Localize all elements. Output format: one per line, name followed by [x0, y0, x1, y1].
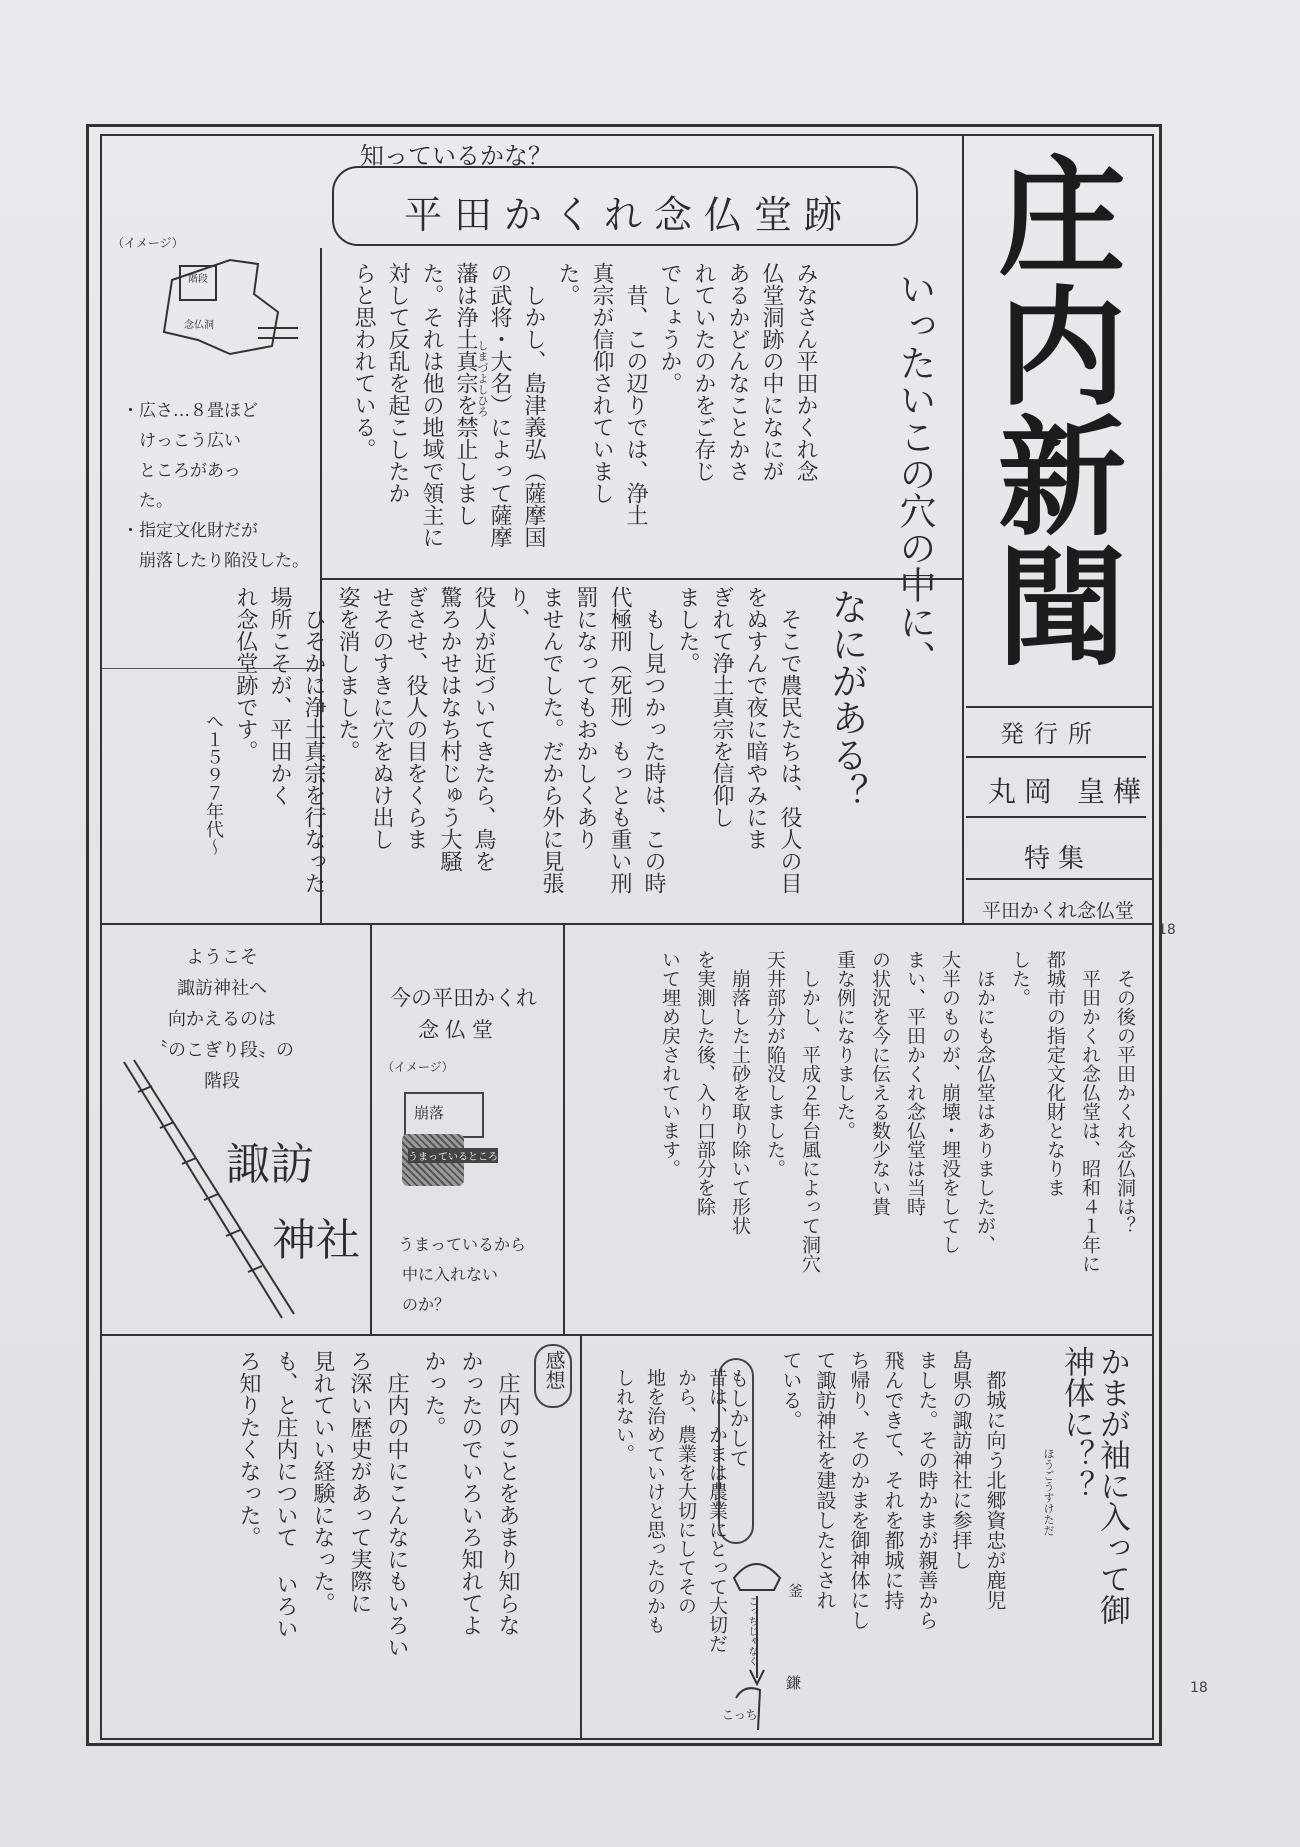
kama-heading-1: かまが袖に入って御	[1094, 1346, 1130, 1625]
article-upper-ruby: しまづよしひろ	[476, 340, 489, 417]
kama-article-text: 都城に向う北郷資忠が鹿児 島県の諏訪神社に参拝し ました。その時かまが親善から 飛んできて、それを都城に持 ち帰り、そのかまを御神体にし て諏訪神社を建設したとされ ている。	[779, 1350, 1007, 1630]
feature-topic: 平田かくれ念仏堂	[982, 900, 1135, 922]
now-title-2: 念仏堂	[418, 1018, 499, 1042]
publisher-rule-1	[966, 706, 1152, 708]
kama-heading-2: 神体に？？	[1058, 1346, 1094, 1501]
sickle-label: 鎌	[786, 1674, 802, 1692]
cave-map-sketch	[150, 250, 310, 360]
publisher-label: 発行所	[1000, 720, 1102, 748]
suwa-intro: ようこそ 諏訪神社へ 向かえるのは 〝のこぎり段〟の 階段	[150, 947, 294, 1092]
article-lower-text: そこで農民たちは、役人の目 をぬすんで夜に暗やみにま ぎれて浄土真宗を信仰し ました。 もし見つかった時は、この時 代極刑（死刑）もっとも重い刑 罰になってもおかしくあり ませんでした。だから外に見張り、 役人が近づいてきたら、鳥を 驚ろかせはなち村じゅう大騒 ぎさせ、役人の目をくらま せそのすきに穴をぬけ出し 姿を消しました。 ひそかに浄土真宗を行なった 場所こそが、平田かく れ念仏堂跡です。	[233, 586, 802, 894]
now-label: （イメージ）	[382, 1060, 454, 1074]
map1-note: ・広さ…８畳ほど けっこう広い ところがあっ た。 ・指定文化財だが 崩落したり陥没した。	[122, 401, 309, 571]
sickle-note: こっち	[722, 1708, 758, 1722]
maybe-label: もしかして	[726, 1368, 750, 1468]
lead-line-2: なにがある？	[825, 588, 868, 810]
kama-note: こっちじゃなく	[746, 1596, 757, 1666]
page-number-mid: 18	[1158, 922, 1176, 938]
map1-room-label: 階段	[188, 274, 208, 285]
impression-text: 庄内のことをあまり知らな かったのでいろいろ知れてよ かった。 庄内の中にこんなにもいろい ろ深い歴史があって実際に 見れていい経験になった。 も、と庄内について いろい ろ知りたくなった。	[236, 1350, 520, 1658]
masthead-divider	[962, 136, 964, 924]
buried-label: うまっているところ	[408, 1148, 498, 1163]
masthead-title: 庄内新聞	[976, 150, 1126, 670]
lower-rule	[102, 1334, 1152, 1336]
impression-label: 感想	[542, 1350, 566, 1390]
lead-line-1: いったいこの穴の中に、	[893, 270, 936, 677]
kicker: 知っているかな？	[360, 142, 552, 170]
publisher-rule-3	[966, 816, 1146, 818]
kama-ruby: ほうごうすけただ	[1042, 1448, 1055, 1536]
maybe-text: 昔は、かまは農業にとって大切だ から、農業を大切にしてその 地を治めていけと思ったのかも しれない。	[613, 1368, 728, 1653]
after-article-text: その後の平田かくれ念仏洞は？ 平田かくれ念仏堂は、昭和４１年に 都城市の指定文化財となりま した。 ほかにも念仏堂はありましたが、 大半のものが、崩壊・埋没をしてし まい、平田かくれ念仏堂は当時 の状況を今に伝える数少ない貴 重な例になりました。 しかし、平成２年台風によって洞穴 天井部分が陥没しました。 崩落した土砂を取り除いて形状 を実測した後、入り口部分を除 いて埋め戻されています。	[659, 950, 1136, 1273]
era-note: へ１５９７年代〜	[203, 712, 224, 856]
map1-cave-label: 念仏洞	[184, 320, 214, 331]
publisher-name: 丸岡 皇樺	[988, 775, 1149, 808]
now-divider	[563, 925, 565, 1334]
suwa-divider	[370, 925, 372, 1334]
article-upper-text: みなさん平田かくれ念 仏堂洞跡の中になにが あるかどんなことかさ れていたのかをご存じ でしょうか。 昔、この辺りでは、浄土 真宗が信仰されていまし た。 しかし、島津義弘（薩摩国 の武将・大名）によって薩摩 藩は浄土真宗を禁止しまし た。それは他の地域で領主に 対して反乱を起こしたか らと思われている。	[351, 262, 818, 548]
middle-rule	[102, 923, 1152, 925]
now-caption-2: 中に入れない	[402, 1265, 499, 1284]
publisher-rule-4	[966, 878, 1152, 880]
headline: 平田かくれ念仏堂跡	[404, 193, 855, 237]
suwa-name-1: 諏訪	[226, 1139, 314, 1190]
now-title-1: 今の平田かくれ	[390, 986, 537, 1010]
now-caption-3: のか？	[402, 1295, 451, 1314]
article-split-rule	[322, 578, 962, 580]
page-number-bottom: 18	[1190, 1680, 1208, 1696]
suwa-name-2: 神社	[272, 1215, 360, 1266]
map1-label: （イメージ）	[112, 236, 184, 250]
stairs-sketch	[112, 1052, 312, 1334]
publisher-rule-2	[966, 756, 1146, 758]
now-caption-1: うまっているから	[398, 1235, 527, 1254]
bottom-divider	[580, 1336, 582, 1740]
collapse-label: 崩落	[414, 1104, 445, 1122]
feature-label: 特集	[1024, 844, 1093, 874]
kama-label: 釜	[788, 1582, 804, 1600]
